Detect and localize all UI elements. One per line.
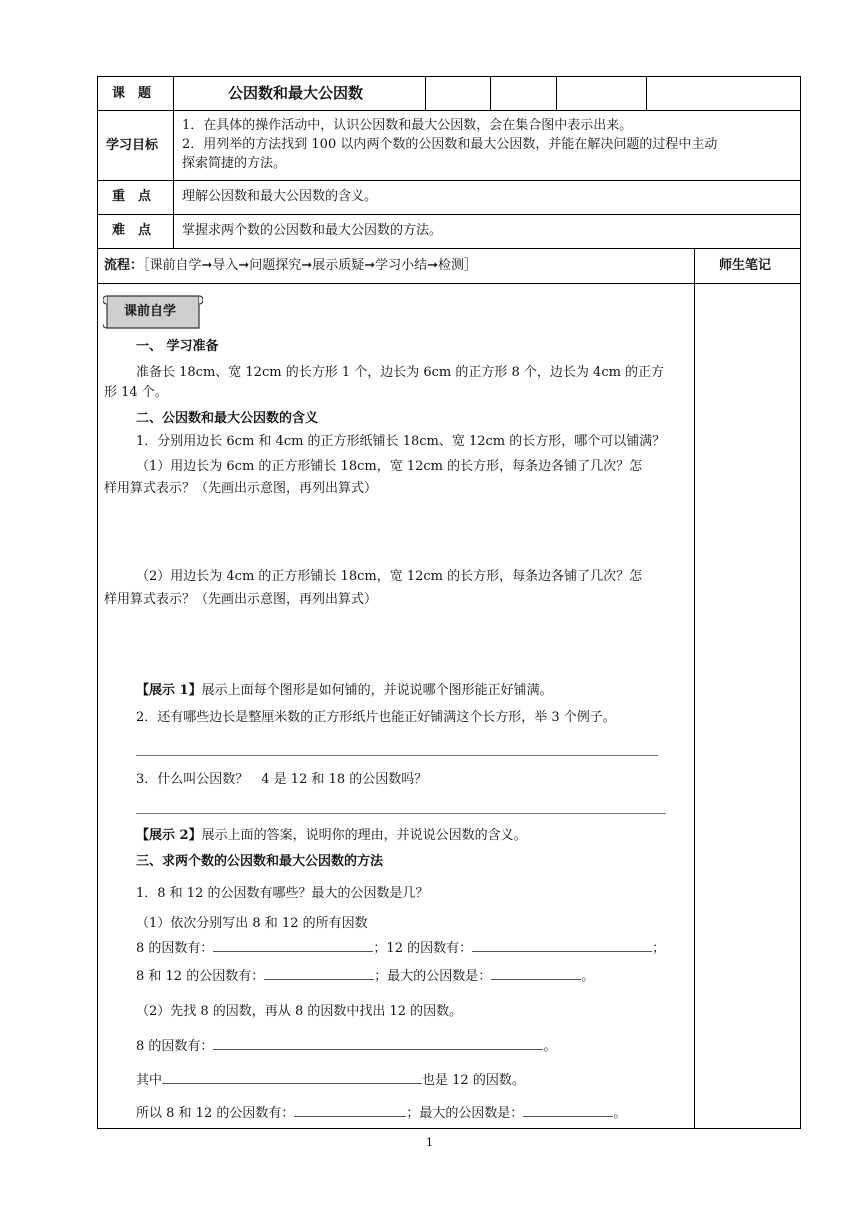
label: 8 的因数有： (136, 1039, 214, 1054)
answer-blank[interactable] (294, 1104, 406, 1117)
key-text: 理解公因数和最大公因数的含义。 (182, 189, 378, 204)
section-heading: 一、 学习准备 (136, 339, 219, 354)
table-rule (425, 76, 426, 110)
difficult-label: 难 点 (112, 223, 152, 238)
section-heading: 三、求两个数的公因数和最大公因数的方法 (136, 854, 384, 869)
label: 8 和 12 的公因数有： (136, 969, 265, 984)
show-tag: 【展示 2】 (136, 828, 202, 843)
goal-line: 1．在具体的操作活动中，认识公因数和最大公因数，会在集合图中表示出来。 (182, 118, 633, 133)
body-text: 准备长 18cm、宽 12cm 的长方形 1 个，边长为 6cm 的正方形 8 个，边长为 4cm 的正方 (136, 365, 665, 380)
answer-blank[interactable] (162, 1071, 422, 1084)
question: 2．还有哪些边长是整厘米数的正方形纸片也能正好铺满这个长方形，举 3 个例子。 (136, 710, 616, 725)
show-text: 展示上面的答案，说明你的理由，并说说公因数的含义。 (201, 828, 527, 843)
page-number: 1 (426, 1136, 433, 1149)
label: 最大的公因数是： (419, 1106, 524, 1121)
fill-row (136, 967, 594, 986)
separator: ； (652, 941, 666, 956)
show-text: 展示上面每个图形是如何铺的，并说说哪个图形能正好铺满。 (201, 683, 553, 698)
fill-row (136, 1071, 525, 1090)
question: 1．分别用边长 6cm 和 4cm 的正方形纸铺长 18cm、宽 12cm 的长方形，哪个可以铺满？ (136, 434, 666, 449)
label: 其中 (136, 1073, 163, 1088)
label: 也是 12 的因数。 (422, 1073, 525, 1088)
label: 8 的因数有： (136, 941, 214, 956)
difficult-text: 掌握求两个数的公因数和最大公因数的方法。 (182, 223, 443, 238)
answer-blank[interactable] (213, 1037, 543, 1050)
table-border-bottom (97, 1128, 801, 1129)
answer-line[interactable] (136, 755, 658, 756)
label: 12 的因数有： (386, 941, 473, 956)
table-rule (556, 76, 557, 110)
show-tag: 【展示 1】 (136, 683, 202, 698)
table-rule (490, 76, 491, 110)
question: （2）先找 8 的因数，再从 8 的因数中找出 12 的因数。 (136, 1004, 463, 1019)
table-border-right (800, 76, 801, 1129)
question: 1．8 和 12 的公因数有哪些？最大的公因数是几？ (136, 886, 429, 901)
topic-label: 课 题 (112, 86, 152, 101)
flow-label: 流程： (104, 258, 144, 273)
notes-label: 师生笔记 (719, 258, 772, 273)
separator: ； (406, 1106, 420, 1121)
question: 3．什么叫公因数？ 4 是 12 和 18 的公因数吗？ (136, 772, 428, 787)
goals-label: 学习目标 (106, 138, 159, 153)
answer-line[interactable] (136, 813, 666, 814)
separator: 。 (613, 1106, 627, 1121)
goal-line: 2．用列举的方法找到 100 以内两个数的公因数和最大公因数，并能在解决问题的过程中主动 (182, 137, 718, 152)
table-rule (694, 248, 695, 1129)
answer-blank[interactable] (264, 967, 374, 980)
goal-line: 探索简捷的方法。 (182, 156, 287, 171)
fill-row (136, 1037, 556, 1056)
table-border-top (97, 76, 801, 77)
table-rule (173, 76, 174, 248)
separator: 。 (581, 969, 595, 984)
show-1 (136, 682, 553, 700)
separator: ； (374, 969, 388, 984)
table-border-left (97, 76, 98, 1129)
label: 所以 8 和 12 的公因数有： (136, 1106, 295, 1121)
fill-row (136, 1104, 626, 1123)
key-label: 重 点 (112, 189, 152, 204)
question: 样用算式表示？（先画出示意图，再列出算式） (104, 592, 378, 607)
fill-row (136, 939, 665, 958)
answer-blank[interactable] (472, 939, 652, 952)
table-rule (97, 248, 801, 249)
answer-blank[interactable] (491, 967, 581, 980)
show-2 (136, 827, 527, 845)
separator: ； (373, 941, 387, 956)
table-rule (97, 214, 801, 215)
question: （1）依次分别写出 8 和 12 的所有因数 (136, 916, 368, 931)
answer-blank[interactable] (523, 1104, 613, 1117)
table-rule (97, 110, 801, 111)
table-rule (646, 76, 647, 110)
separator: 。 (543, 1039, 557, 1054)
table-rule (97, 283, 801, 284)
page-title: 公因数和最大公因数 (228, 84, 364, 102)
question: 样用算式表示？（先画出示意图，再列出算式） (104, 481, 378, 496)
banner-label: 课前自学 (124, 304, 177, 319)
body-text: 形 14 个。 (104, 385, 168, 400)
section-heading: 二、公因数和最大公因数的含义 (136, 411, 319, 426)
flow-text: ［课前自学➞导入➞问题探究➞展示质疑➞学习小结➞检测］ (143, 258, 477, 273)
question: （1）用边长为 6cm 的正方形铺长 18cm，宽 12cm 的长方形，每条边各铺了几次？怎 (136, 459, 643, 474)
label: 最大的公因数是： (387, 969, 492, 984)
flow-line (104, 257, 477, 275)
table-rule (97, 180, 801, 181)
answer-blank[interactable] (213, 939, 373, 952)
question: （2）用边长为 4cm 的正方形铺长 18cm，宽 12cm 的长方形，每条边各铺了几次？怎 (136, 569, 643, 584)
